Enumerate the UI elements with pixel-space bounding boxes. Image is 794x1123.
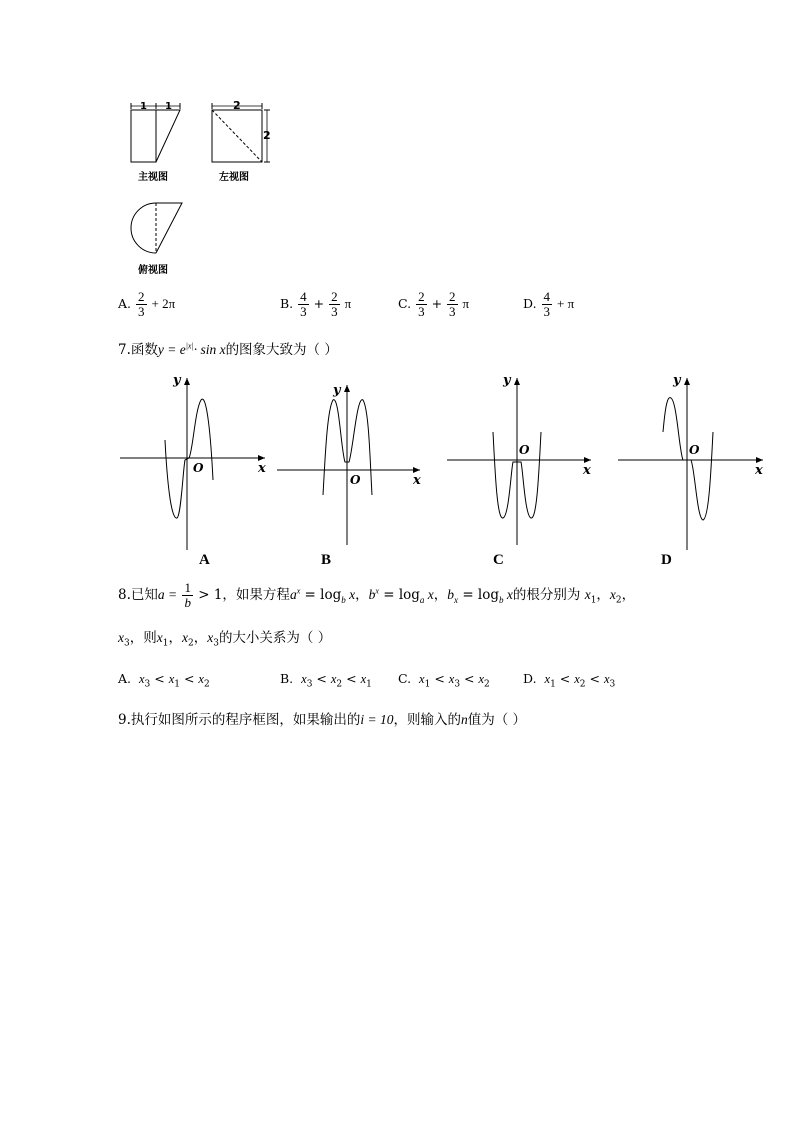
dim-2-top: 2 [233,99,241,112]
graph-d-o: O [689,443,700,457]
graph-b [277,385,420,545]
dim-1-left: 1 [140,101,147,112]
q8-option-b: B. $x_3 < x_2 < x_1$ [280,671,372,690]
q7-stem: 7.函数$y = e^{|x|}\cdot \sin x$的图象大致为（ ） [118,341,338,358]
graph-c-y: y [503,373,511,388]
graph-c [447,378,591,545]
dim-2-side: 2 [263,129,271,142]
top-view [131,203,182,253]
q8-stem-line2: $x_3$，则$x_1$，$x_2$，$x_3$的大小关系为（ ） [118,630,332,649]
graph-b-y: y [333,383,341,398]
graph-c-x: x [583,463,591,478]
dim-1-right: 1 [165,101,172,112]
graph-a-label: A [199,552,210,568]
graph-a-o: O [193,461,204,475]
graph-d-y: y [673,373,681,388]
graph-d-label: D [661,552,672,568]
q9-stem: 9.执行如图所示的程序框图，如果输出的i = 10，则输入的n值为（ ） [118,712,527,728]
graph-b-x: x [413,473,421,488]
q8-stem-line1: 8.已知a = $\frac{1}{b}$ > 1，如果方程$a^x = \log_b x$，$b^x = \log_a x$，$b_x = \log_b x$的根分别为 $x_1$，$x_2$， [118,580,636,610]
front-view-label: 主视图 [138,172,168,183]
q8-option-a: A. $x_3 < x_1 < x_2$ [118,671,210,690]
graph-d-x: x [755,463,763,478]
front-view [131,103,180,162]
graph-d [618,378,763,550]
graph-a-y: y [173,373,181,388]
q6-option-b: B. $\frac{4}{3}$ + $\frac{2}{3}$ π [280,289,352,319]
graph-a-x: x [258,461,266,476]
left-view [212,103,270,162]
graph-b-o: O [350,473,361,487]
q6-option-d: D. $\frac{4}{3}$ + π [523,289,575,319]
graph-c-o: O [519,443,530,457]
q6-option-c: C. $\frac{2}{3}$ + $\frac{2}{3}$ π [398,289,470,319]
q6-option-a: A. $\frac{2}{3}$ + 2π [118,289,176,319]
q7-graphs [115,370,775,570]
graph-c-label: C [493,552,504,568]
q8-option-d: D. $x_1 < x_2 < x_3$ [523,671,616,690]
left-view-label: 左视图 [219,172,249,183]
three-view-drawing [120,95,300,285]
top-view-label: 俯视图 [138,265,168,276]
graph-b-label: B [321,552,332,568]
q8-option-c: C. $x_1 < x_3 < x_2$ [398,671,490,690]
